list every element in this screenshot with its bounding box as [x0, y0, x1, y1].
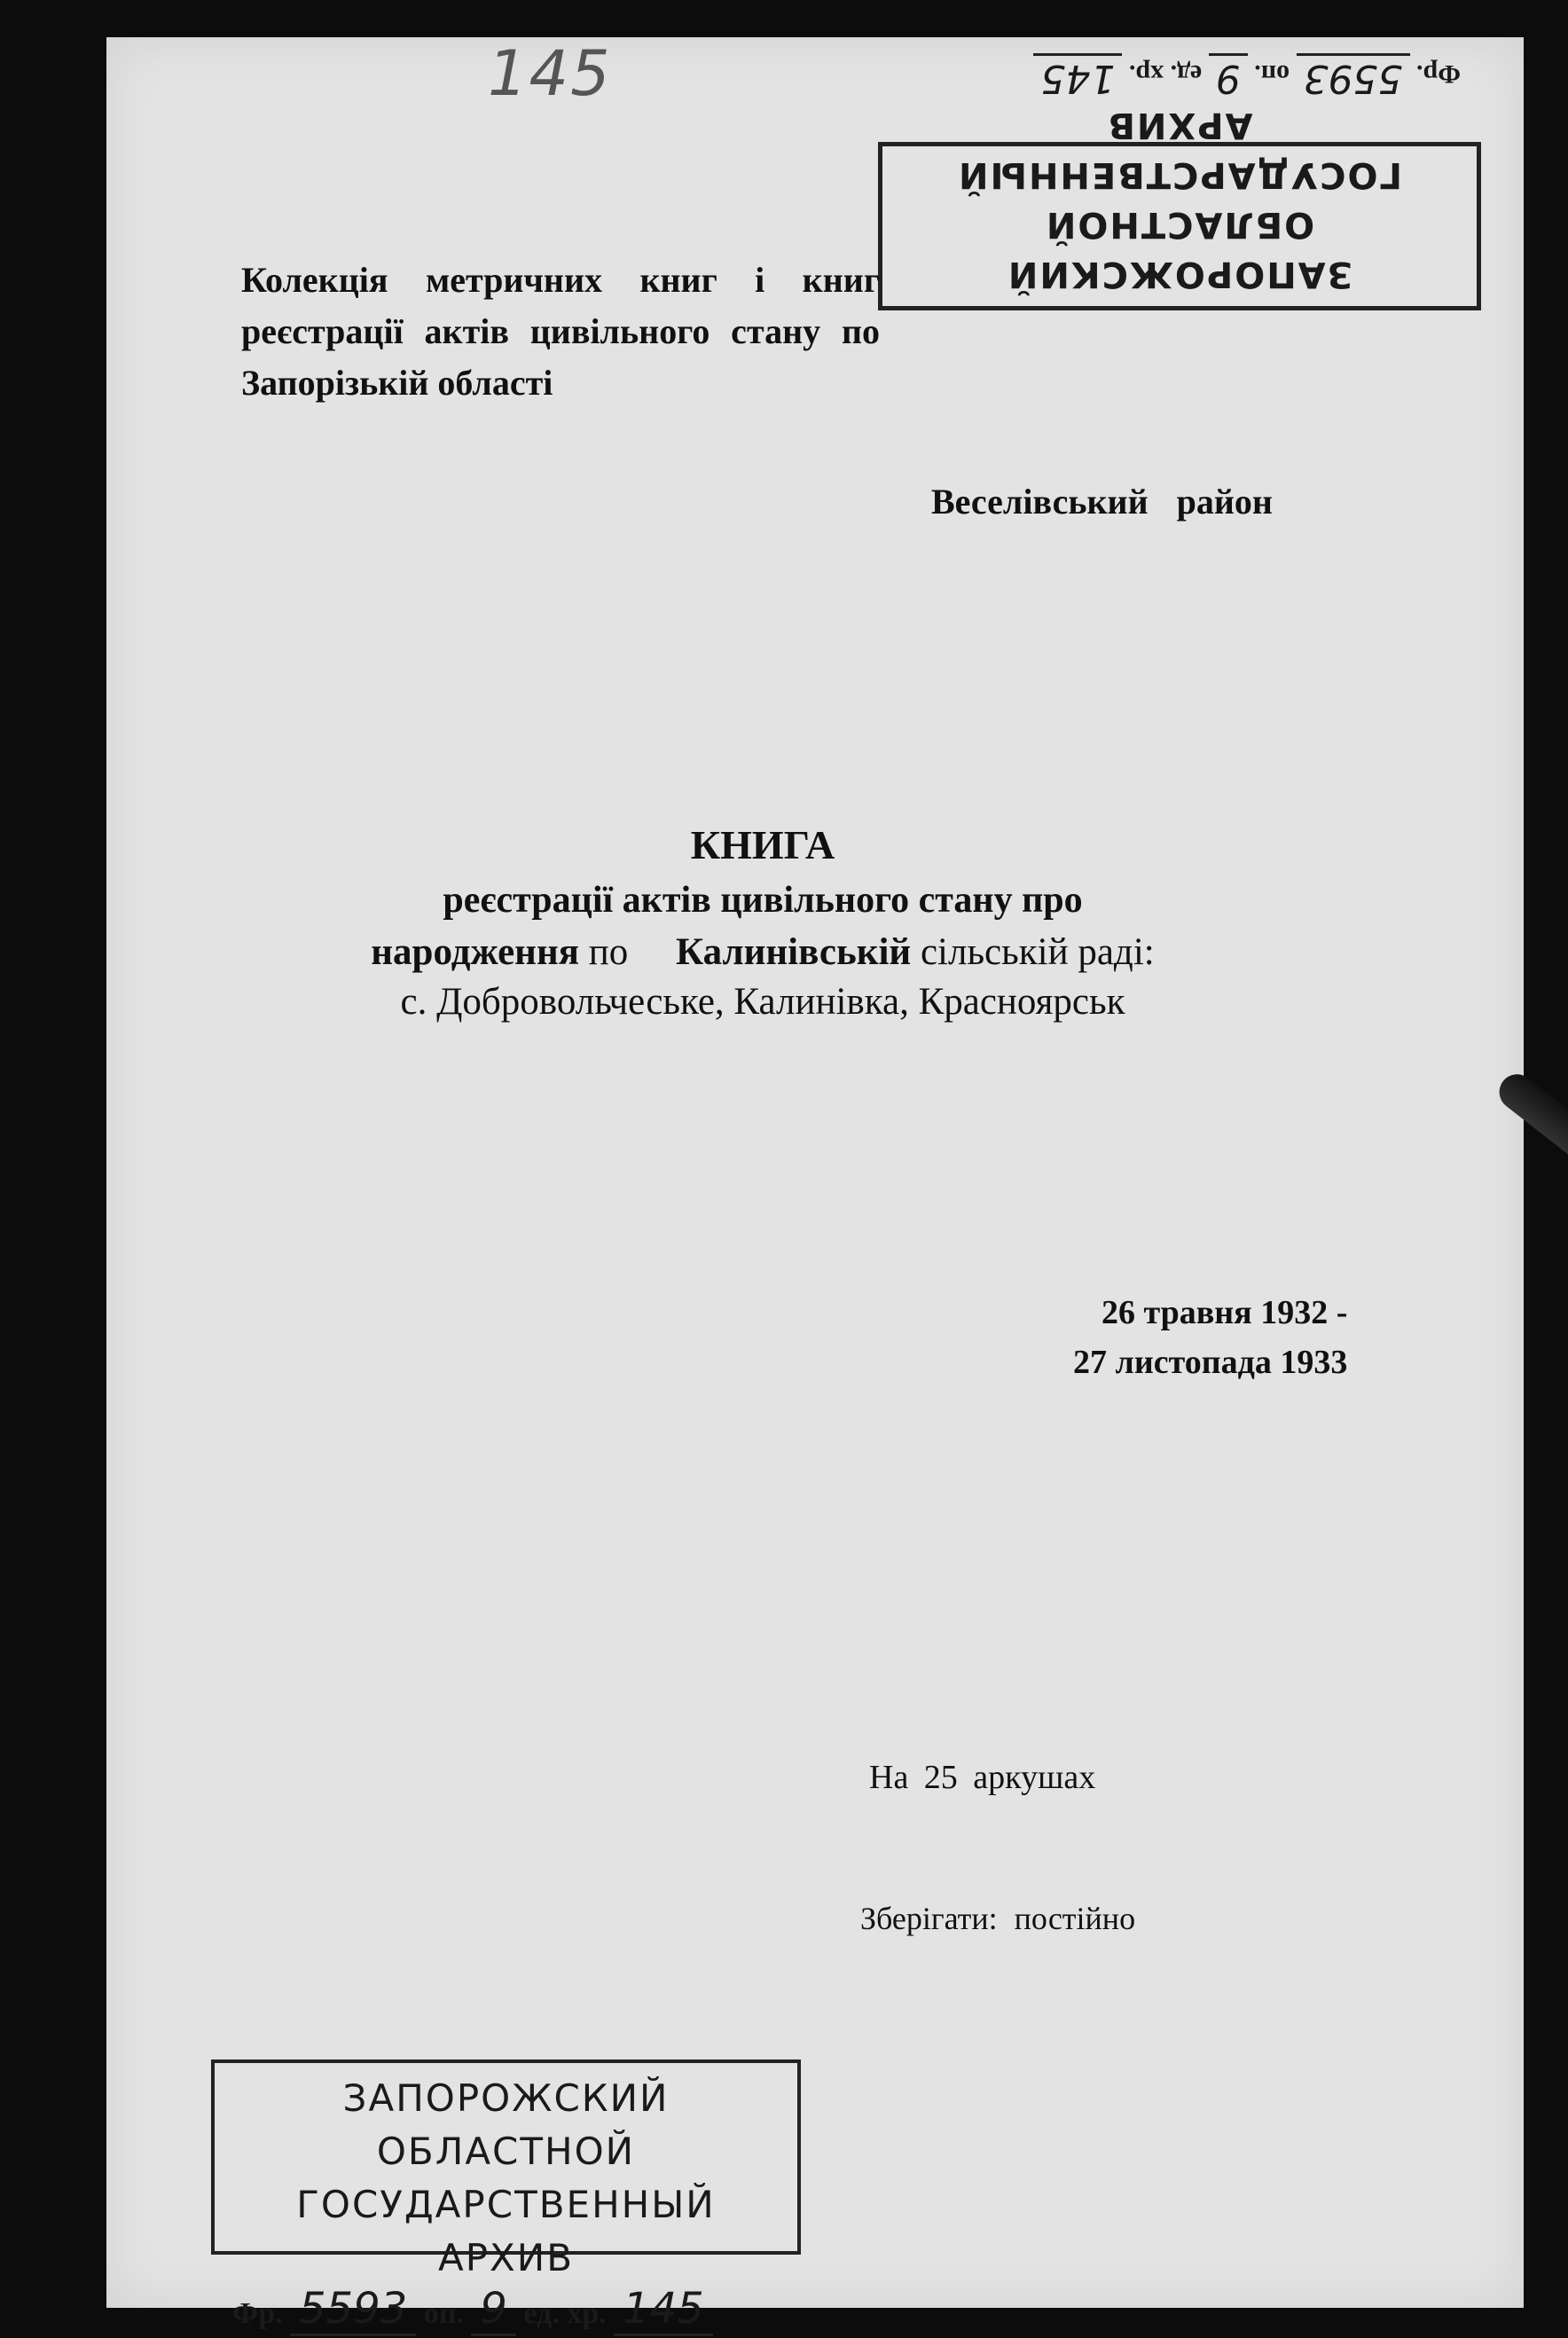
stamp-bottom-opis-label: оп.	[423, 2297, 464, 2330]
stamp-bottom-line2: ГОСУДАРСТВЕННЫЙ АРХИВ	[296, 2183, 716, 2279]
book-subtitle-line2	[266, 928, 1259, 977]
stamp-bottom-item-label: ед. хр.	[523, 2297, 607, 2330]
retention-note: Зберігати: постійно	[860, 1901, 1136, 1936]
book-line2-plain2: сільській раді:	[911, 931, 1155, 973]
stamp-bottom-fond-label: Фр.	[232, 2297, 283, 2330]
book-subtitle-line3: с. Добровольчеське, Калинівка, Красноярськ	[400, 981, 1125, 1023]
stamp-bottom-fond: 5593	[290, 2284, 416, 2336]
stamp-top-refs	[898, 51, 1461, 100]
stamp-top-line2: ГОСУДАРСТВЕННЫЙ АРХИВ	[957, 105, 1402, 195]
stamp-bottom-line1: ЗАПОРОЖСКИЙ ОБЛАСТНОЙ	[342, 2076, 670, 2173]
archive-stamp-top	[878, 56, 1481, 310]
collection-title: Колекція метричних книг і книг реєстрації актів цивільного стану по Запорізькій області	[241, 260, 880, 403]
stamp-top-fond-label: Фр.	[1416, 59, 1461, 89]
sheet-count: На 25 аркушах	[869, 1759, 1096, 1796]
stamp-bottom-refs	[232, 2285, 780, 2338]
book-title: КНИГА	[690, 822, 835, 867]
stamp-top-item: 145	[1034, 53, 1123, 101]
archive-stamp-bottom	[211, 2059, 801, 2334]
stamp-bottom-opis: 9	[471, 2284, 516, 2336]
stamp-top-item-label: ед. хр.	[1128, 59, 1203, 89]
document-page	[106, 37, 1524, 2334]
date-end: 27 листопада 1933	[1073, 1344, 1348, 1381]
district-name: Веселівський район	[931, 482, 1273, 522]
book-line2-plain1: по	[579, 931, 639, 973]
date-range	[1073, 1288, 1347, 1387]
stamp-top-opis-label: оп.	[1254, 59, 1290, 89]
stamp-top-opis: 9	[1209, 53, 1248, 101]
book-subtitle-line1: реєстрації актів цивільного стану про	[443, 880, 1083, 921]
stamp-top-fond: 5593	[1297, 53, 1410, 101]
stamp-top-line1: ЗАПОРОЖСКИЙ ОБЛАСТНОЙ	[1006, 204, 1353, 294]
handwritten-sheet-number: 145	[488, 37, 612, 110]
book-line2-bold2: Калинівській	[676, 931, 912, 973]
book-title-block	[266, 818, 1259, 1027]
book-line2-bold1: народження	[371, 931, 579, 973]
date-start: 26 травня 1932 -	[1101, 1294, 1348, 1331]
binding-clip-icon	[1493, 1067, 1568, 1172]
stamp-bottom-item: 145	[614, 2284, 713, 2336]
